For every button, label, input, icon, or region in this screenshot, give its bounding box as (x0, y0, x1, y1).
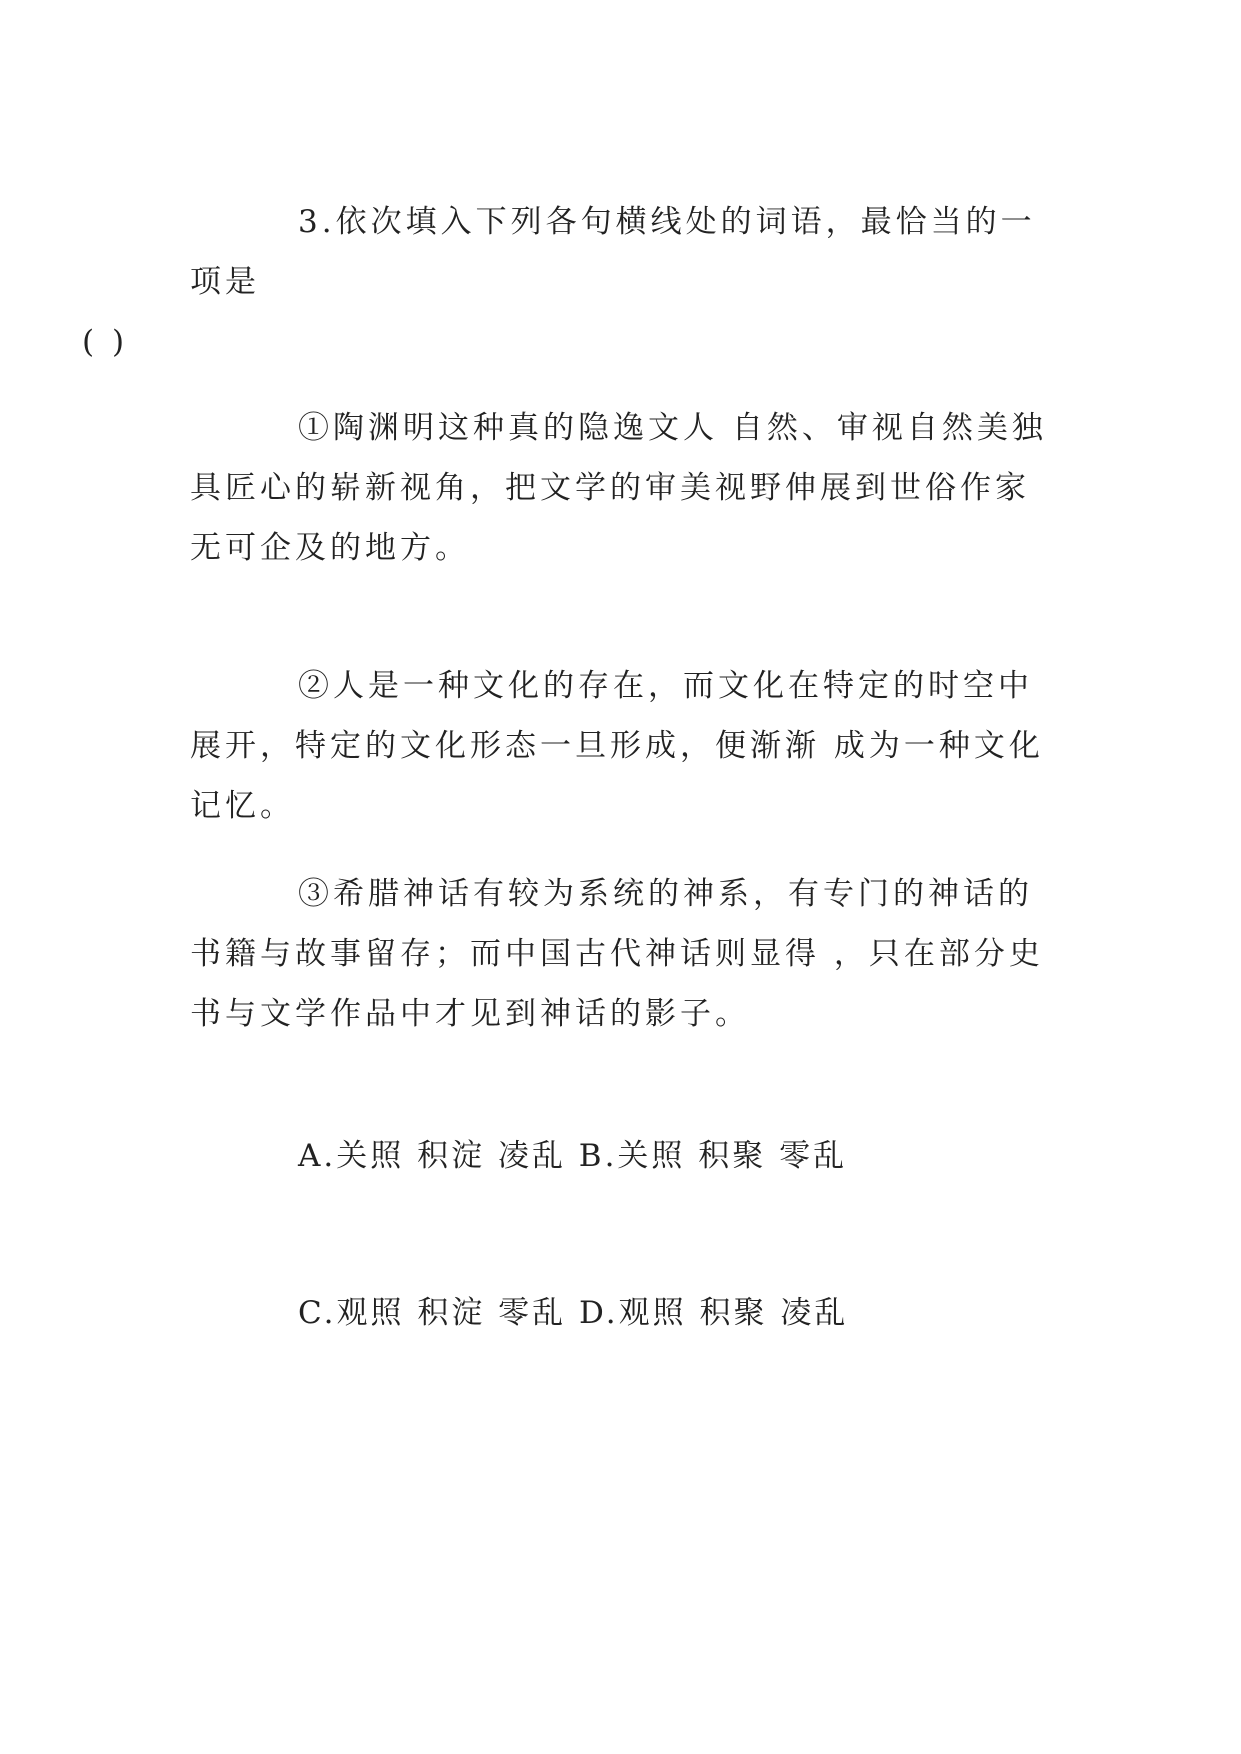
sentence-3: ③希腊神话有较为系统的神系，有专门的神话的书籍与故事留存；而中国古代神话则显得 ，只在部分史书与文学作品中才见到神话的影子。 (190, 876, 1044, 1032)
sentence-2: ②人是一种文化的存在，而文化在特定的时空中展开，特定的文化形态一旦形成，便渐渐 成为一种文化记忆。 (190, 668, 1044, 824)
sentence-1: ①陶渊明这种真的隐逸文人 自然、审视自然美独具匠心的崭新视角，把文学的审美视野伸展到世俗作家无可企及的地方。 (190, 410, 1047, 566)
question-stem (82, 192, 1060, 372)
options-line-ab: A.关照 积淀 凌乱 B.关照 积聚 零乱 (298, 1138, 848, 1174)
answer-blank-parentheses: ( ) (82, 324, 129, 360)
options-line-cd: C.观照 积淀 零乱 D.观照 积聚 凌乱 (298, 1295, 849, 1331)
question-stem-text: 3.依次填入下列各句横线处的词语，最恰当的一项是 (190, 204, 1036, 300)
